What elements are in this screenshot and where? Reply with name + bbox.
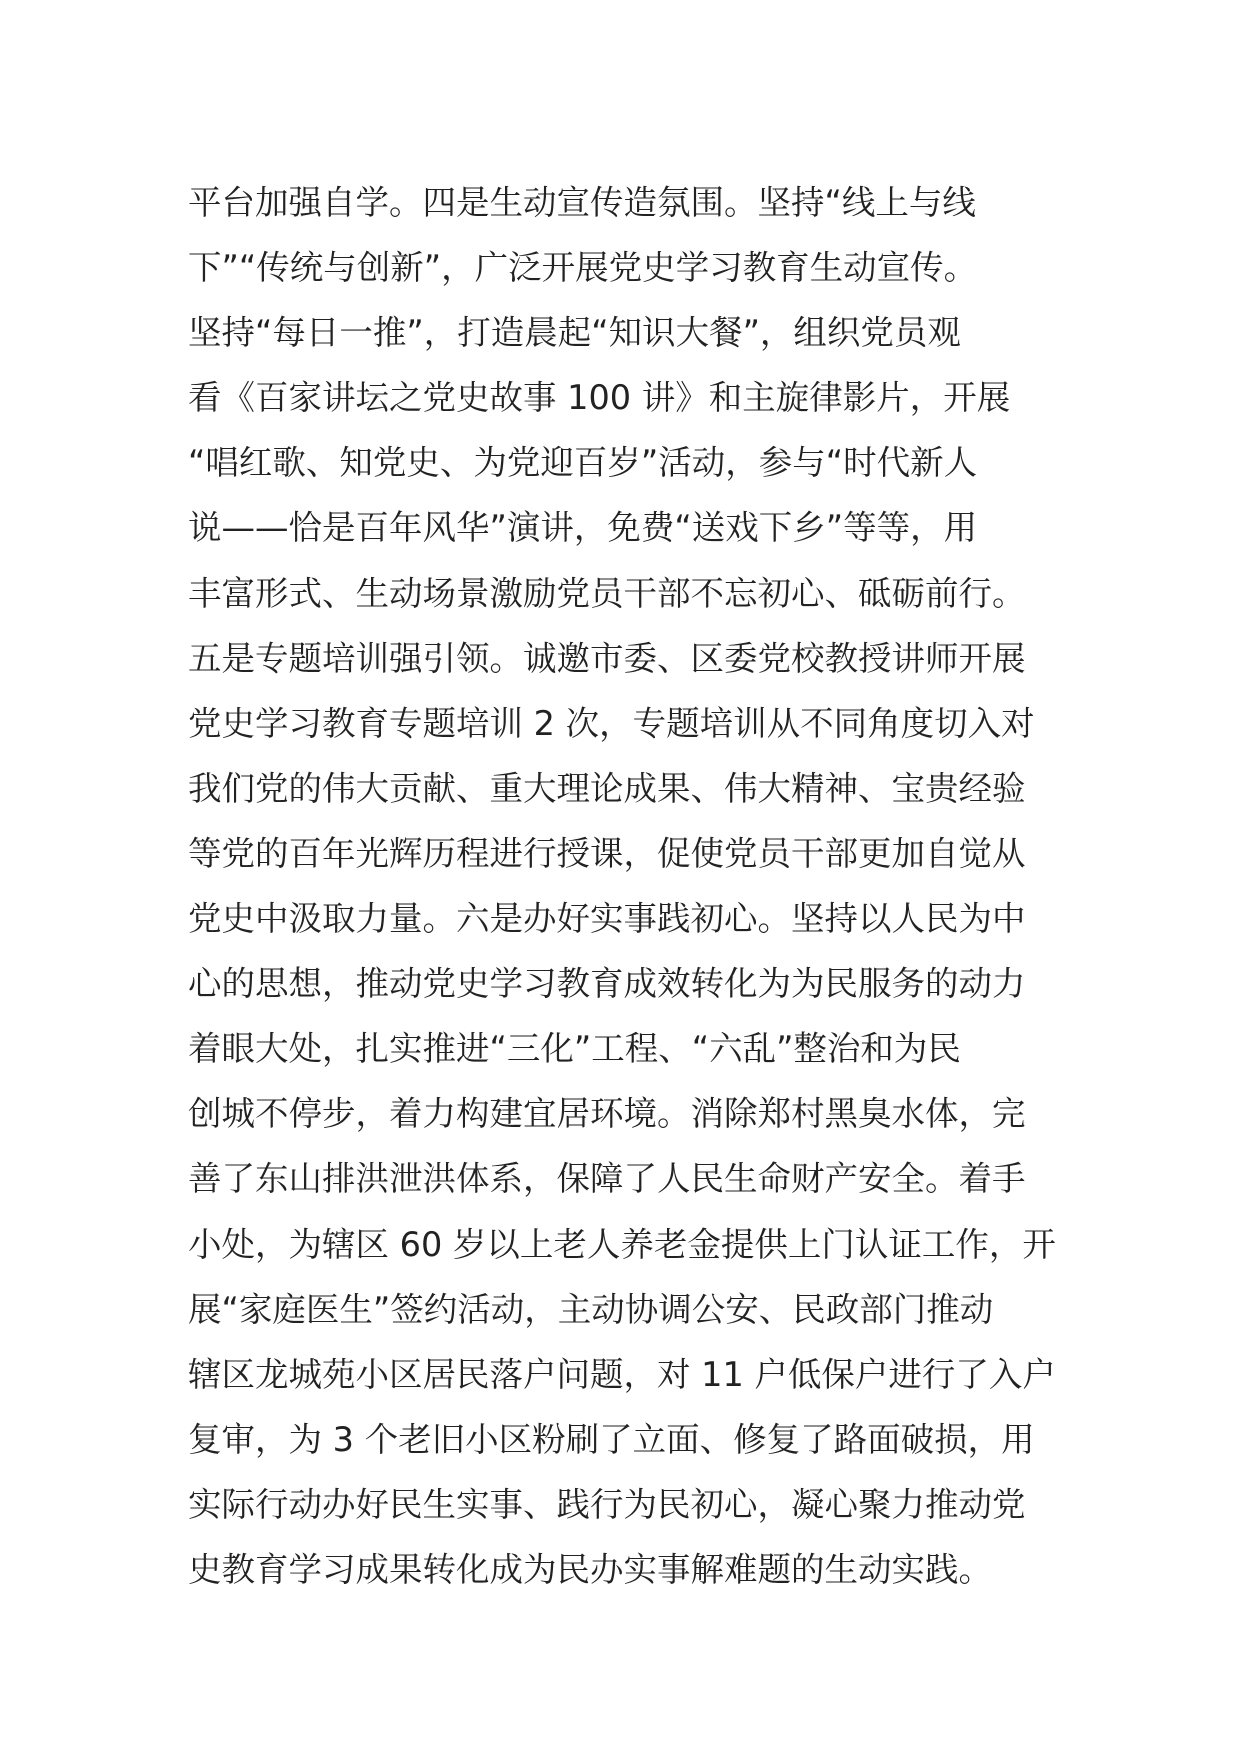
text-line-20: 复审，为 3 个老旧小区粉刷了立面、修复了路面破损，用 [188,1419,1035,1459]
text-line-1: 平台加强自学。四是生动宣传造氛围。坚持“线上与线 [188,183,976,222]
text-line-6: 说——恰是百年风华”演讲，免费“送戏下乡”等等，用 [188,508,978,548]
text-line-4: 看《百家讲坛之党史故事 100 讲》和主旋律影片，开展 [188,378,1011,418]
text-line-10: 我们党的伟大贡献、重大理论成果、伟大精神、宝贵经验 [188,768,1026,808]
text-line-11: 等党的百年光辉历程进行授课，促使党员干部更加自觉从 [188,833,1026,873]
text-line-2: 下”“传统与创新”，广泛开展党史学习教育生动宣传。 [188,248,978,288]
text-line-16: 善了东山排洪泄洪体系，保障了人民生命财产安全。着手 [188,1159,1026,1199]
text-line-17: 小处，为辖区 60 岁以上老人养老金提供上门认证工作，开 [188,1224,1056,1264]
text-line-19: 辖区龙城苑小区居民落户问题，对 11 户低保户进行了入户 [188,1354,1056,1394]
text-line-18: 展“家庭医生”签约活动，主动协调公安、民政部门推动 [188,1289,994,1329]
text-line-3: 坚持“每日一推”，打造晨起“知识大餐”，组织党员观 [188,313,961,353]
text-line-8: 五是专题培训强引领。诚邀市委、区委党校教授讲师开展 [188,638,1026,678]
text-line-5: “唱红歌、知党史、为党迎百岁”活动，参与“时代新人 [188,443,978,483]
text-line-7: 丰富形式、生动场景激励党员干部不忘初心、砥砺前行。 [188,573,1026,613]
text-line-22: 史教育学习成果转化成为民办实事解难题的生动实践。 [188,1549,992,1589]
text-line-15: 创城不停步，着力构建宜居环境。消除郑村黑臭水体，完 [188,1094,1026,1134]
text-line-12: 党史中汲取力量。六是办好实事践初心。坚持以人民为中 [188,899,1026,939]
text-line-9: 党史学习教育专题培训 2 次，专题培训从不同角度切入对 [188,703,1035,743]
text-line-21: 实际行动办好民生实事、践行为民初心，凝心聚力推动党 [188,1484,1026,1524]
text-line-13: 心的思想，推动党史学习教育成效转化为为民服务的动力 [188,964,1026,1004]
body-paragraph [188,170,1068,1602]
text-line-14: 着眼大处，扎实推进“三化”工程、“六乱”整治和为民 [188,1029,961,1069]
